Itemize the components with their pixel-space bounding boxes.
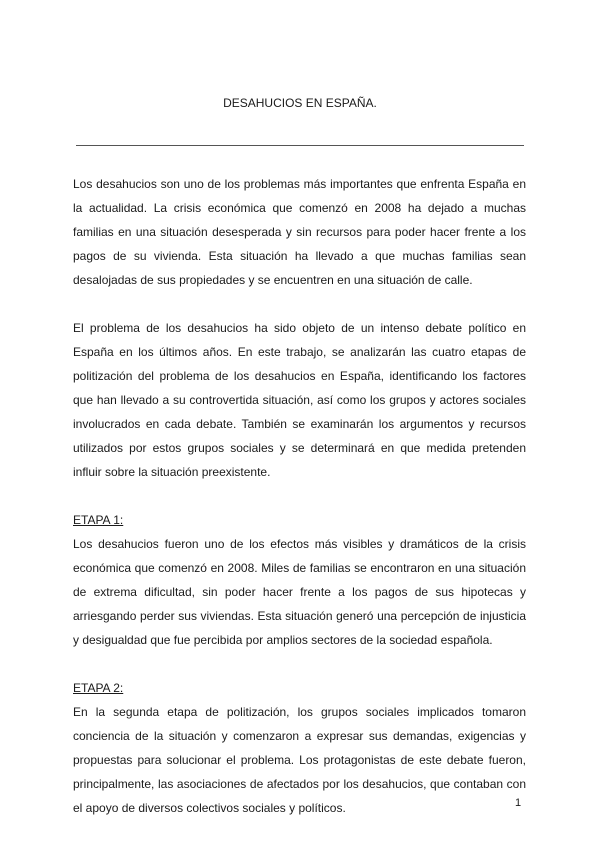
section-etapa-1 [73, 508, 526, 652]
page-number: 1 [515, 797, 522, 809]
document-title: DESAHUCIOS EN ESPAÑA. [223, 96, 377, 110]
title-divider [76, 145, 524, 146]
section-heading: ETAPA 1: [73, 513, 124, 527]
section-heading: ETAPA 2: [73, 681, 124, 695]
section-etapa-2 [73, 676, 526, 820]
intro-paragraph-1: Los desahucios son uno de los problemas más importantes que enfrenta España en la actualidad. La crisis económica que comenzó en 2008 ha dejado a muchas familias en una situación desesperada y sin recursos para poder hacer frente a los pagos de su vivienda. Esta situación ha llevado a que muchas familias sean desalojadas de sus propiedades y se encuentren en una situación de calle. [73, 177, 526, 287]
section-paragraph: En la segunda etapa de politización, los grupos sociales implicados tomaron conciencia de la situación y comenzaron a expresar sus demandas, exigencias y propuestas para solucionar el problema. Los protagonistas de este debate fueron, principalmente, las asociaciones de afectados por los desahucios, que contaban con el apoyo de diversos colectivos sociales y políticos. [73, 705, 526, 815]
document-body [73, 172, 526, 844]
intro-paragraph-2: El problema de los desahucios ha sido objeto de un intenso debate político en España en los últimos años. En este trabajo, se analizarán las cuatro etapas de politización del problema de los desahucios en España, identificando los factores que han llevado a su controvertida situación, así como los grupos y actores sociales involucrados en cada debate. También se examinarán los argumentos y recursos utilizados por estos grupos sociales y se determinará en que medida pretenden influir sobre la situación preexistente. [73, 321, 526, 479]
section-paragraph: Los desahucios fueron uno de los efectos más visibles y dramáticos de la crisis económica que comenzó en 2008. Miles de familias se encontraron en una situación de extrema dificultad, sin poder hacer frente a los pagos de sus hipotecas y arriesgando perder sus viviendas. Esta situación generó una percepción de injusticia y desigualdad que fue percibida por amplios sectores de la sociedad española. [73, 537, 526, 647]
